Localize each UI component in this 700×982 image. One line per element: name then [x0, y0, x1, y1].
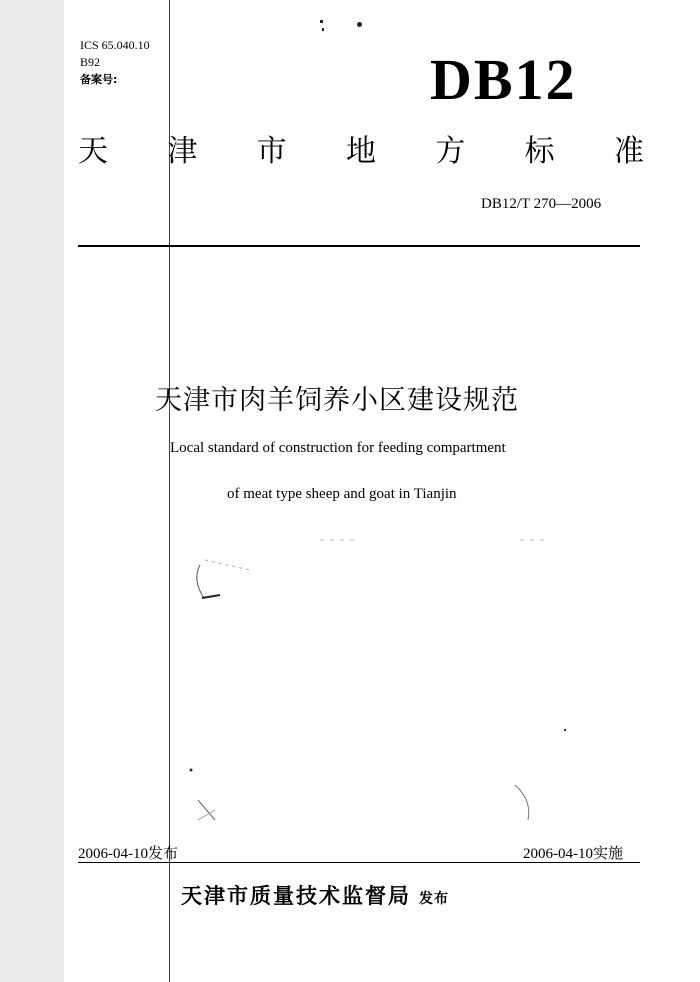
scan-speck [320, 20, 323, 23]
issuing-authority [181, 880, 449, 910]
footer-rule [78, 862, 640, 863]
issue-label: 发布 [148, 844, 179, 862]
standard-type-title [78, 134, 644, 170]
db12-logo: DB12 [430, 47, 577, 112]
scan-shadow [0, 0, 64, 982]
standard-number: DB12/T 270—2006 [481, 196, 602, 212]
issuer-suffix: 发布 [419, 891, 449, 907]
document-title-english-line2: of meat type sheep and goat in Tianjin [227, 486, 457, 502]
ics-code: ICS 65.040.10 [80, 38, 150, 52]
title-char: 市 [256, 134, 287, 169]
title-char: 天 [78, 134, 108, 169]
record-number-label: 备案号: [80, 73, 118, 86]
title-char: 准 [613, 134, 644, 169]
scan-speck [357, 22, 362, 27]
header-rule [78, 245, 640, 247]
implementation-date [523, 842, 623, 863]
title-char: 津 [167, 134, 198, 169]
classification-code: B92 [80, 55, 101, 69]
title-char: 标 [524, 134, 555, 169]
document-title-english-line1: Local standard of construction for feeding compartment [170, 440, 506, 456]
scan-artifacts [180, 520, 580, 840]
title-char: 方 [435, 134, 466, 169]
issuer-name: 天津市质量技术监督局 [181, 884, 411, 908]
issue-date-value: 2006-04-10 [78, 846, 148, 862]
implement-label: 实施 [593, 844, 624, 862]
issue-date [78, 842, 178, 863]
implement-date-value: 2006-04-10 [523, 846, 593, 862]
document-title-chinese: 天津市肉羊饲养小区建设规范 [155, 385, 519, 416]
title-char: 地 [345, 134, 376, 169]
scan-speck [322, 28, 324, 31]
